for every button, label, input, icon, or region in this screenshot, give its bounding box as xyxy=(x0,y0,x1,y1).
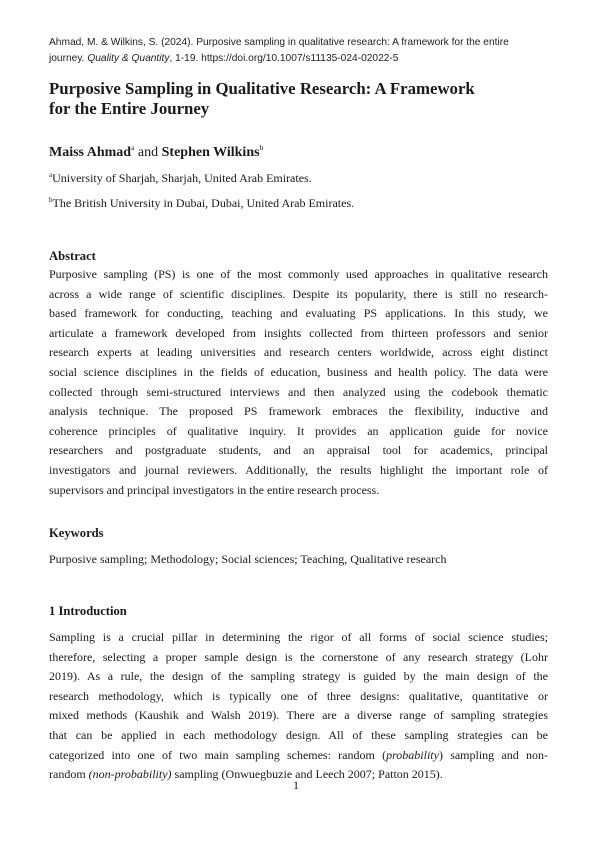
intro-text: ) sampling and non- xyxy=(438,747,548,762)
abstract-line: researchers and postgraduate students, and an appraisal tool for academics, principal xyxy=(49,443,548,458)
author-superscript: b xyxy=(259,143,264,152)
author-list xyxy=(49,143,263,161)
abstract-line: coherence principles of qualitative inquiry. It provides an application guide for novice xyxy=(49,423,548,438)
intro-italic-term: probability xyxy=(386,747,439,762)
abstract-heading: Abstract xyxy=(49,249,96,263)
abstract-line: Purposive sampling (PS) is one of the most commonly used approaches in qualitative research xyxy=(49,267,548,281)
affiliation-text: The British University in Dubai, Dubai, United Arab Emirates. xyxy=(52,196,355,210)
keywords-heading: Keywords xyxy=(49,526,104,540)
abstract-line: supervisors and principal investigators in the entire research process. xyxy=(49,482,380,497)
intro-line xyxy=(49,746,548,766)
author-superscript: a xyxy=(131,143,135,152)
intro-line: that can be applied in each methodology design. All of these sampling strategies can be xyxy=(49,727,548,742)
intro-line: Sampling is a crucial pillar in determining the rigor of all forms of social science studies; xyxy=(49,630,548,644)
intro-line: 2019). As a rule, the design of the sampling strategy is guided by the main design of the xyxy=(49,669,548,684)
paper-title xyxy=(49,79,529,119)
keywords-text: Purposive sampling; Methodology; Social sciences; Teaching, Qualitative research xyxy=(49,552,447,566)
author-name: Stephen Wilkins xyxy=(161,145,260,160)
intro-italic-term: (non-probability) xyxy=(88,767,172,782)
abstract-line: collected through semi-structured interviews and then analyzed using the codebook thematic xyxy=(49,384,548,399)
citation-journal: Quality & Quantity xyxy=(87,52,170,64)
abstract-line: analysis technique. The proposed PS framework embraces the flexibility, inductive and xyxy=(49,404,548,419)
citation-line-2 xyxy=(49,51,549,67)
title-line-1: Purposive Sampling in Qualitative Research: A Framework xyxy=(49,79,475,98)
section-heading-introduction: 1 Introduction xyxy=(49,604,127,618)
intro-line: therefore, selecting a proper sample design is the cornerstone of any research strategy (Lohr xyxy=(49,649,548,664)
abstract-line: across a wide range of scientific disciplines. Despite its popularity, there is still no research- xyxy=(49,286,548,301)
abstract-line: research experts at leading universities and research centers worldwide, across eight distinct xyxy=(49,345,548,360)
affiliation-superscript: b xyxy=(49,196,53,204)
citation-line-1: Ahmad, M. & Wilkins, S. (2024). Purposive sampling in qualitative research: A framework for the entire xyxy=(49,37,509,48)
intro-text: sampling (Onwuegbuzie and Leech 2007; Patton 2015). xyxy=(171,767,443,782)
intro-line: mixed methods (Kaushik and Walsh 2019). There are a diverse range of sampling strategies xyxy=(49,708,548,723)
abstract-line: social science disciplines in the fields of education, business and health policy. The data were xyxy=(49,364,548,379)
abstract-line: investigators and journal reviewers. Additionally, the results highlight the important role of xyxy=(49,462,548,477)
affiliation xyxy=(49,196,354,211)
affiliation-text: University of Sharjah, Sharjah, United Arab Emirates. xyxy=(52,171,312,185)
citation-journey: journey. xyxy=(49,52,85,64)
introduction-paragraph xyxy=(49,628,548,785)
citation-doi: , 1-19. https://doi.org/10.1007/s11135-024-02022-5 xyxy=(169,52,399,64)
intro-line: research methodology, which is typically one of three designs: qualitative, quantitative or xyxy=(49,688,548,703)
affiliation-superscript: a xyxy=(49,171,53,179)
author-conjunction: and xyxy=(134,145,162,160)
affiliation xyxy=(49,171,312,186)
title-line-2: for the Entire Journey xyxy=(49,99,210,118)
abstract-paragraph xyxy=(49,265,548,500)
abstract-line: articulate a framework developed from insights collected from thirteen professors and senior xyxy=(49,325,548,340)
citation-header xyxy=(49,35,549,66)
intro-text: categorized into one of two main sampling schemes: random ( xyxy=(49,747,387,762)
abstract-line: based framework for conducting, teaching and evaluating PS applications. In this study, we xyxy=(49,306,548,321)
author-name: Maiss Ahmad xyxy=(49,145,132,160)
page-number: 1 xyxy=(293,778,299,792)
intro-text: random xyxy=(49,767,89,782)
